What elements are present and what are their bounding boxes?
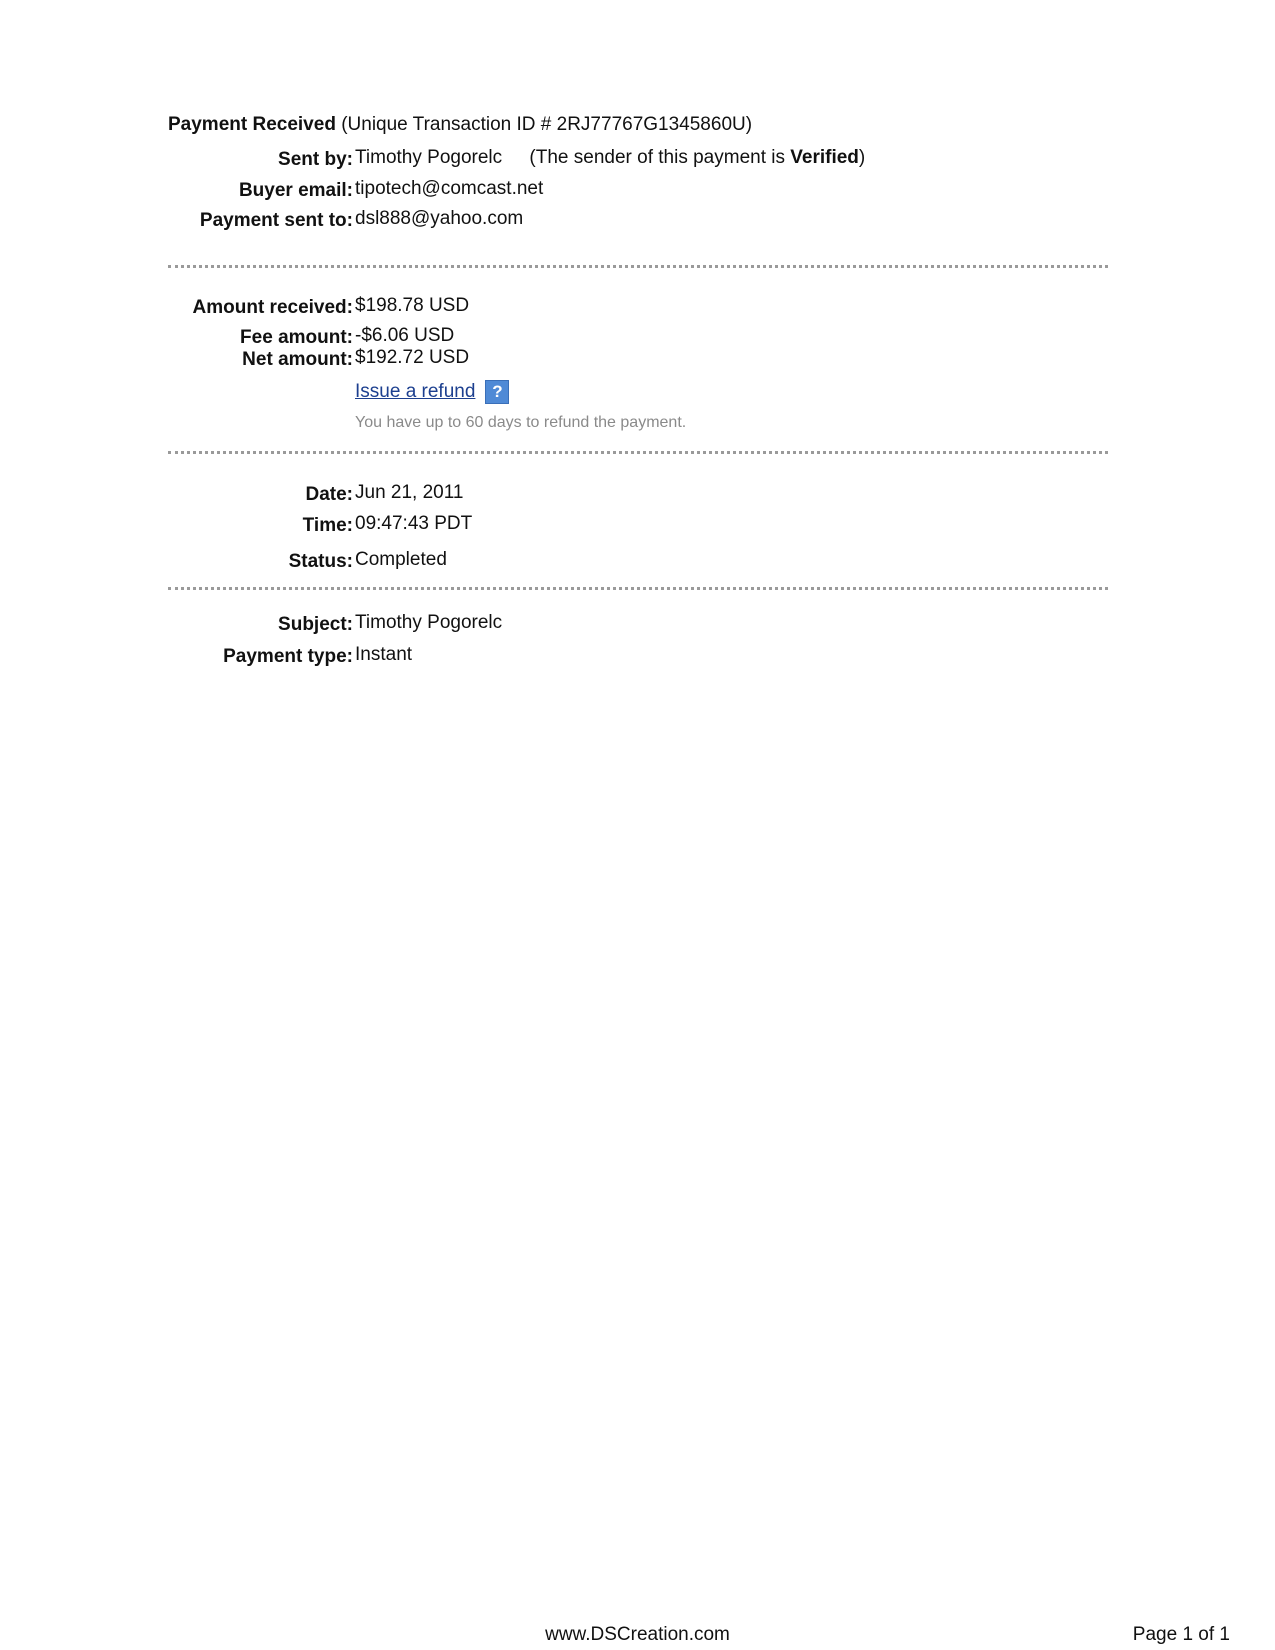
- payment-type-value: Instant: [355, 644, 413, 665]
- sent-by-value-wrap: [355, 147, 865, 169]
- page-indicator: Page 1 of 1: [1132, 1624, 1230, 1645]
- payment-type-label: Payment type:: [223, 646, 353, 667]
- verified-suffix: ): [858, 147, 866, 168]
- issue-refund-link[interactable]: Issue a refund: [355, 381, 476, 402]
- section-divider: [168, 587, 1108, 590]
- subject-value: Timothy Pogorelc: [355, 612, 503, 633]
- payment-sent-to-value: dsl888@yahoo.com: [355, 208, 524, 229]
- net-amount-value: $192.72 USD: [355, 347, 470, 368]
- amount-received-value: $198.78 USD: [355, 295, 470, 316]
- date-label: Date:: [305, 484, 353, 505]
- sent-by-label: Sent by:: [278, 149, 353, 170]
- date-row: [0, 484, 1275, 510]
- time-label: Time:: [302, 515, 353, 536]
- help-icon[interactable]: ?: [485, 380, 509, 404]
- section-divider: [168, 265, 1108, 268]
- verified-status: [529, 147, 865, 168]
- fee-amount-label: Fee amount:: [240, 327, 353, 348]
- footer-website: www.DSCreation.com: [545, 1624, 730, 1645]
- time-value: 09:47:43 PDT: [355, 513, 473, 534]
- sent-by-value: Timothy Pogorelc: [355, 147, 503, 168]
- buyer-email-row: [0, 180, 1275, 206]
- refund-note: You have up to 60 days to refund the payment.: [355, 414, 687, 431]
- payment-type-row: [0, 646, 1275, 672]
- transaction-id: (Unique Transaction ID # 2RJ77767G1345860U): [341, 114, 753, 135]
- net-amount-label: Net amount:: [242, 349, 353, 370]
- amount-received-label: Amount received:: [192, 297, 353, 318]
- amount-received-row: [0, 297, 1275, 323]
- subject-row: [0, 614, 1275, 640]
- buyer-email-label: Buyer email:: [238, 180, 353, 201]
- page-title: Payment Received: [168, 114, 336, 135]
- page-heading: [168, 114, 752, 136]
- time-row: [0, 515, 1275, 541]
- subject-label: Subject:: [278, 614, 353, 635]
- verified-word: Verified: [790, 147, 859, 168]
- status-value: Completed: [355, 549, 447, 570]
- verified-prefix: (The sender of this payment is: [529, 147, 791, 168]
- net-amount-row: [0, 349, 1275, 375]
- sent-by-row: [0, 149, 1275, 175]
- status-label: Status:: [288, 551, 353, 572]
- refund-action: [355, 380, 509, 404]
- date-value: Jun 21, 2011: [355, 482, 464, 503]
- payment-sent-to-row: [0, 210, 1275, 236]
- section-divider: [168, 451, 1108, 454]
- fee-amount-value: -$6.06 USD: [355, 325, 455, 346]
- buyer-email-value: tipotech@comcast.net: [355, 178, 544, 199]
- payment-sent-to-label: Payment sent to:: [199, 210, 353, 231]
- status-row: [0, 551, 1275, 577]
